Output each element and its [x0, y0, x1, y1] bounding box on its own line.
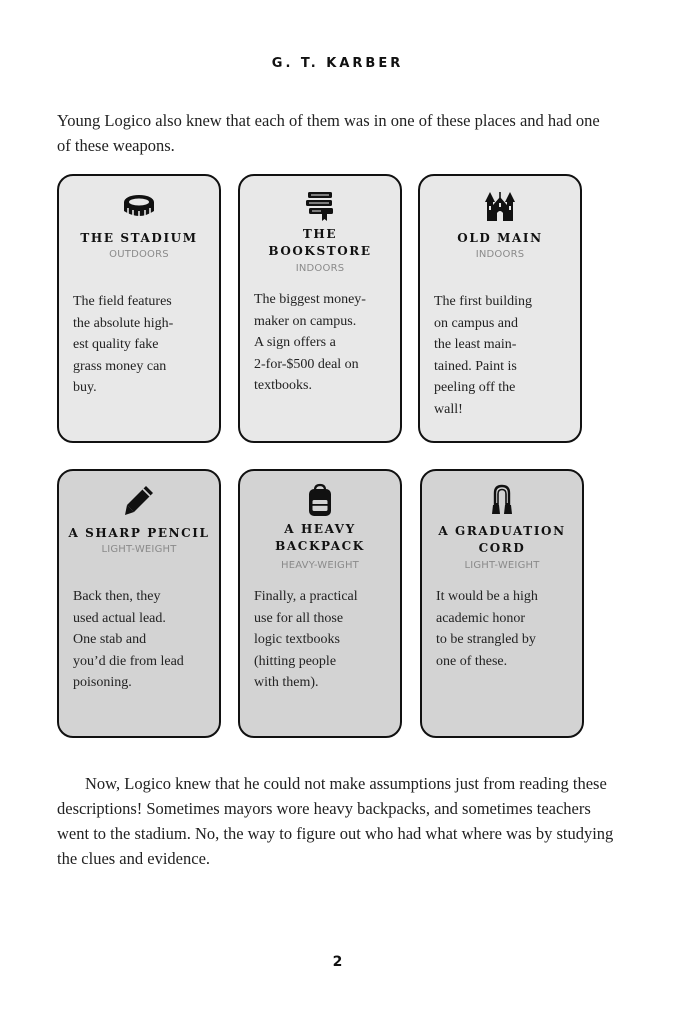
card-a-sharp-pencil	[57, 469, 221, 738]
backpack-icon	[240, 483, 400, 519]
card-subtitle: HEAVY-WEIGHT	[281, 560, 359, 571]
books-icon	[240, 188, 400, 224]
card-subtitle: INDOORS	[295, 263, 345, 274]
card-description: The first building on campus and the least main- tained. Paint is peeling off the wall!	[434, 294, 532, 417]
card-description: The biggest money- maker on campus. A sign offers a 2-for-$500 deal on textbooks.	[254, 292, 366, 394]
card-title: A GRADUATION CORD	[438, 524, 566, 555]
card-title: OLD MAIN	[457, 231, 543, 245]
card-subtitle: OUTDOORS	[109, 249, 169, 260]
card-description: The field features the absolute high- est quality fake grass money can buy.	[73, 294, 174, 396]
card-the-bookstore	[238, 174, 402, 443]
card-title: A HEAVY BACKPACK	[275, 522, 365, 553]
castle-icon	[420, 188, 580, 224]
card-description: It would be a high academic honor to be strangled by one of these.	[436, 589, 538, 669]
running-head: G. T. KARBER	[271, 56, 404, 71]
card-subtitle: LIGHT-WEIGHT	[464, 560, 540, 571]
graduation-cord-icon	[422, 483, 582, 519]
body-paragraph: Now, Logico knew that he could not make assumptions just from reading these descriptions! Sometimes mayors wore heavy backpacks, and sometimes teachers went to the stadium. No, the way to figure out who had what where was by studying the clues and evidence.	[57, 774, 614, 868]
card-title: A SHARP PENCIL	[68, 526, 210, 540]
card-description: Back then, they used actual lead. One stab and you’d die from lead poisoning.	[73, 589, 184, 691]
card-the-stadium	[57, 174, 221, 443]
card-a-graduation-cord	[420, 469, 584, 738]
intro-paragraph: Young Logico also knew that each of them was in one of these places and had one of these weapons.	[57, 111, 600, 155]
card-subtitle: INDOORS	[475, 249, 525, 260]
card-subtitle: LIGHT-WEIGHT	[101, 544, 177, 555]
card-description: Finally, a practical use for all those logic textbooks (hitting people with them).	[254, 589, 358, 691]
page-number: 2	[332, 954, 343, 970]
card-title: THE BOOKSTORE	[268, 227, 372, 258]
card-title: THE STADIUM	[80, 231, 198, 245]
stadium-icon	[59, 190, 219, 226]
pencil-icon	[59, 483, 219, 519]
card-old-main	[418, 174, 582, 443]
card-a-heavy-backpack	[238, 469, 402, 738]
